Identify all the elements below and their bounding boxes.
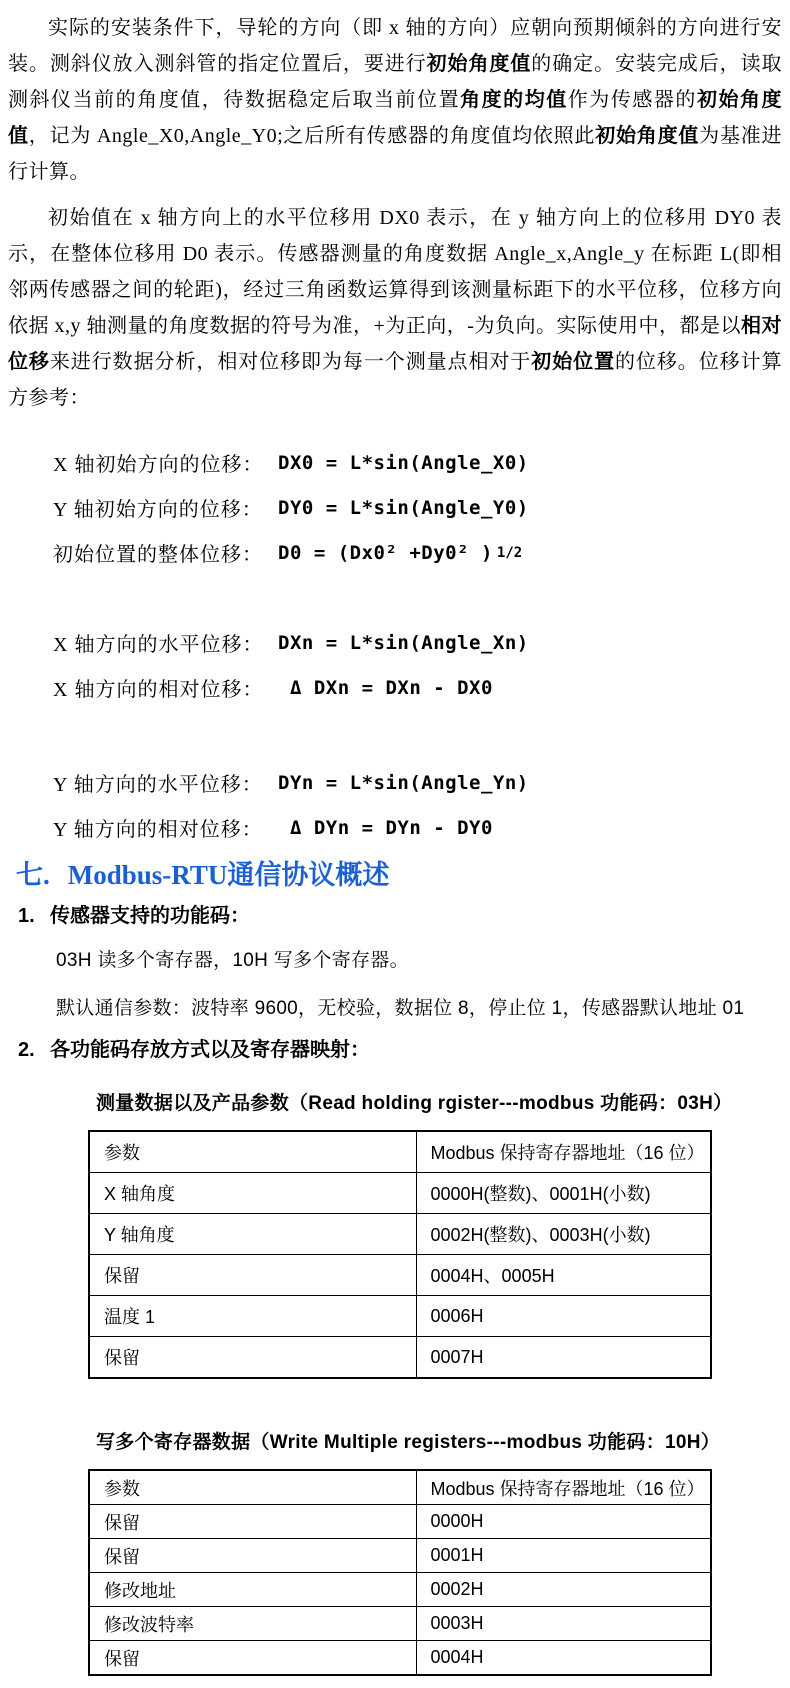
text-run-bold: 初始角度值 xyxy=(595,125,700,147)
cell-param: 保留 xyxy=(89,1505,416,1539)
formula-label: X 轴初始方向的位移： xyxy=(53,454,264,476)
table-row xyxy=(89,1573,711,1607)
table-row xyxy=(89,1607,711,1641)
text-run-bold: 初始角度值 xyxy=(426,53,532,75)
table-row xyxy=(89,1337,711,1379)
text-run: 作为传感器的 xyxy=(567,89,697,111)
cell-param: 保留 xyxy=(89,1255,416,1296)
cell-address: 0006H xyxy=(416,1296,711,1337)
formula-row-delta-dxn xyxy=(53,665,782,710)
list-item-function-codes xyxy=(18,902,782,930)
formula-label: X 轴方向的相对位移： xyxy=(53,679,264,701)
table-header-row xyxy=(89,1131,711,1173)
cell-param: 温度 1 xyxy=(89,1296,416,1337)
heading-number: 七. xyxy=(16,860,50,890)
item-title: 传感器支持的功能码： xyxy=(50,905,250,927)
cell-address: 0002H(整数)、0003H(小数) xyxy=(416,1214,711,1255)
formula-label: Y 轴方向的相对位移： xyxy=(53,819,263,841)
text-run-bold: 初始角度值 xyxy=(8,89,783,147)
formula-label: Y 轴方向的水平位移： xyxy=(53,774,263,796)
formula-expression: Δ DYn = DYn - DY0 xyxy=(278,816,493,839)
text-run-bold: 角度的均值 xyxy=(460,89,568,111)
formula-expression: DX0 = L*sin(Angle_X0) xyxy=(278,451,529,474)
cell-address: 0000H(整数)、0001H(小数) xyxy=(416,1173,711,1214)
cell-param: Y 轴角度 xyxy=(89,1214,416,1255)
text-run: 的确定。安装完成后，读取测斜仪当前的角度值，待数据稳定后取当前位置 xyxy=(8,53,783,111)
text-run: 来进行数据分析，相对位移即为每一个测量点相对于 xyxy=(49,351,532,373)
cell-param: X 轴角度 xyxy=(89,1173,416,1214)
table-row xyxy=(89,1255,711,1296)
formula-group-y-axis xyxy=(8,760,782,850)
formula-row-dx0 xyxy=(53,440,782,485)
formula-row-delta-dyn xyxy=(53,805,782,850)
table-header-row xyxy=(89,1470,711,1505)
header-cell-param: 参数 xyxy=(89,1131,416,1173)
read-holding-register-table xyxy=(88,1130,712,1379)
text-run: 初始值在 x 轴方向上的水平位移用 DX0 表示，在 y 轴方向上的位移用 DY0 表示，在整体位移用 D0 表示。传感器测量的角度数据 Angle_x,Angle_y 在标距 L(即相邻两传感器之间的轮距)，经过三角函数运算得到该测量标距下的水平位移，位移方向依据 x,y 轴测量的角度数据的符号为准，+为正向，-为负向。实际使用中，都是以 xyxy=(8,207,782,337)
formula-label: X 轴方向的水平位移： xyxy=(53,634,264,656)
table1-title: 测量数据以及产品参数（Read holding rgister---modbus 功能码：03H） xyxy=(96,1093,733,1114)
formula-row-dy0 xyxy=(53,485,782,530)
formula-expression: DY0 = L*sin(Angle_Y0) xyxy=(278,496,529,519)
cell-address: 0002H xyxy=(416,1573,711,1607)
write-multiple-registers-table xyxy=(88,1469,712,1676)
table-row xyxy=(89,1214,711,1255)
cell-param: 修改地址 xyxy=(89,1573,416,1607)
cell-param: 保留 xyxy=(89,1337,416,1379)
formula-group-x-axis xyxy=(8,620,782,710)
cell-param: 保留 xyxy=(89,1539,416,1573)
header-cell-address: Modbus 保持寄存器地址（16 位） xyxy=(416,1470,711,1505)
table-row xyxy=(89,1641,711,1676)
table-row xyxy=(89,1505,711,1539)
table-row xyxy=(89,1539,711,1573)
cell-address: 0004H xyxy=(416,1641,711,1676)
text-run: 为基准进行计算。 xyxy=(8,125,783,183)
section-heading-modbus xyxy=(16,858,782,892)
formula-expression: DXn = L*sin(Angle_Xn) xyxy=(278,631,529,654)
formula-row-dyn xyxy=(53,760,782,805)
formula-row-d0 xyxy=(53,530,782,575)
cell-address: 0003H xyxy=(416,1607,711,1641)
item-number: 2. xyxy=(18,1039,35,1061)
formula-row-dxn xyxy=(53,620,782,665)
item-title: 各功能码存放方式以及寄存器映射： xyxy=(50,1039,370,1061)
formula-group-initial xyxy=(8,440,782,575)
text-run: ，记为 Angle_X0,Angle_Y0;之后所有传感器的角度值均依照此 xyxy=(28,125,596,147)
item-number: 1. xyxy=(18,905,35,927)
formula-expression: DYn = L*sin(Angle_Yn) xyxy=(278,771,529,794)
formula-label: Y 轴初始方向的位移： xyxy=(53,499,263,521)
cell-param: 修改波特率 xyxy=(89,1607,416,1641)
formula-expression: D0 = (Dx0² +Dy0² ) xyxy=(278,541,493,564)
table-row xyxy=(89,1296,711,1337)
formula-expression: Δ DXn = DXn - DX0 xyxy=(278,676,493,699)
line-default-params: 默认通信参数：波特率 9600，无校验，数据位 8，停止位 1，传感器默认地址 01 xyxy=(56,998,745,1019)
paragraph-displacement xyxy=(8,200,782,416)
header-cell-address: Modbus 保持寄存器地址（16 位） xyxy=(416,1131,711,1173)
table2-title: 写多个寄存器数据（Write Multiple registers---modbus 功能码：10H） xyxy=(96,1432,721,1453)
table-row xyxy=(89,1173,711,1214)
formula-superscript: 1/2 xyxy=(496,544,523,561)
text-run: 的位移。位移计算方参考： xyxy=(8,351,783,409)
cell-param: 保留 xyxy=(89,1641,416,1676)
paragraph-installation xyxy=(8,10,782,190)
cell-address: 0001H xyxy=(416,1539,711,1573)
cell-address: 0000H xyxy=(416,1505,711,1539)
text-run: 实际的安装条件下，导轮的方向（即 x 轴的方向）应朝向预期倾斜的方向进行安装。测斜仪放入测斜管的指定位置后，要进行 xyxy=(8,17,782,75)
heading-title: Modbus-RTU通信协议概述 xyxy=(67,860,390,890)
header-cell-param: 参数 xyxy=(89,1470,416,1505)
text-run-bold: 初始位置 xyxy=(531,351,616,373)
cell-address: 0004H、0005H xyxy=(416,1255,711,1296)
text-run-bold: 相对位移 xyxy=(8,315,782,373)
cell-address: 0007H xyxy=(416,1337,711,1379)
line-function-codes: 03H 读多个寄存器，10H 写多个寄存器。 xyxy=(56,950,409,971)
list-item-register-mapping xyxy=(18,1036,782,1064)
formula-label: 初始位置的整体位移： xyxy=(53,544,263,566)
